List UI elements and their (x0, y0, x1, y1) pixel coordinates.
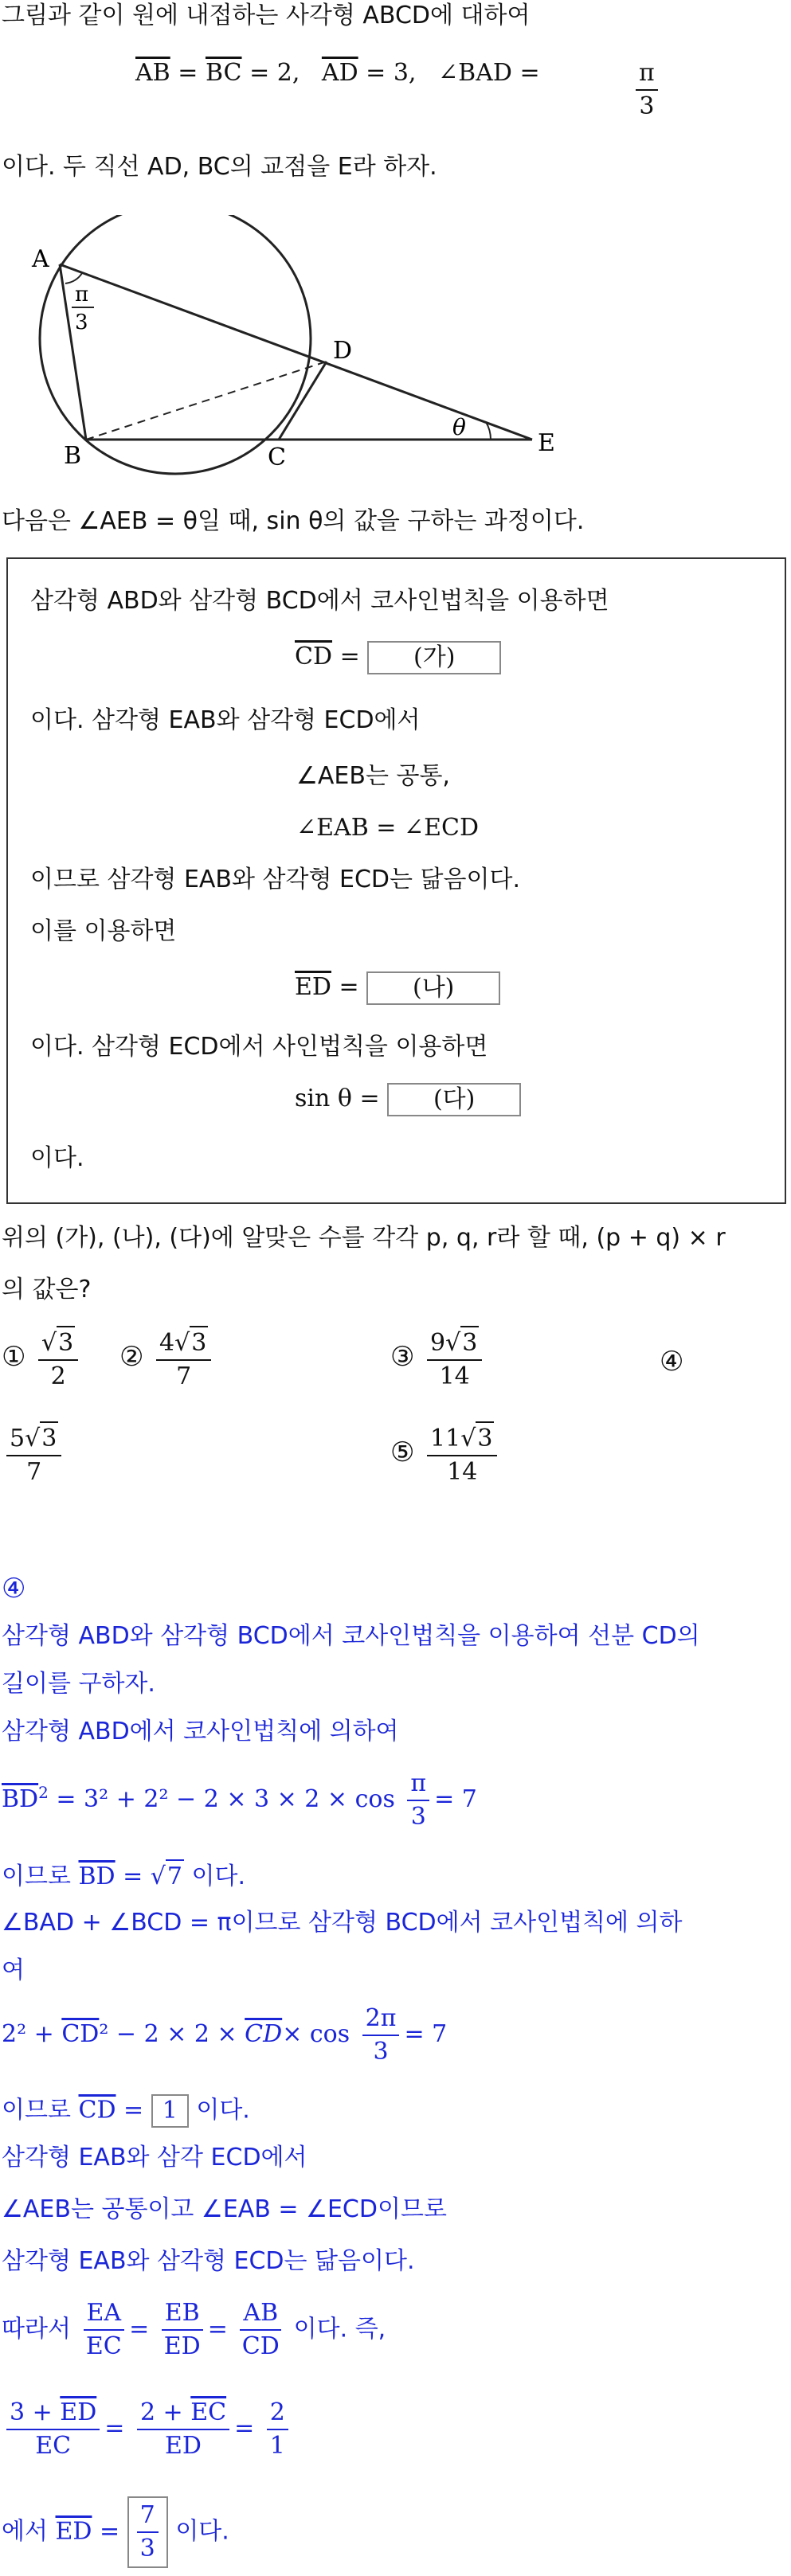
expression: = 3² + 2² − 2 × 3 × 2 × cos (48, 1785, 395, 1813)
answer-box-b (127, 2496, 168, 2568)
process-line-2 (295, 641, 501, 674)
fraction-numerator: EB (162, 2297, 203, 2331)
fraction-denominator: 3 (139, 2535, 155, 2562)
equals-sign: = (104, 2414, 125, 2442)
problem-line-4: 다음은 ∠AEB = θ일 때, sin θ의 값을 구하는 과정이다. (2, 507, 585, 535)
label-c: C (268, 444, 286, 471)
exponent: 2 (38, 1783, 49, 1802)
numerator-term: 3 + (10, 2398, 61, 2426)
fraction-denominator: ED (165, 2432, 202, 2460)
angle-a-numerator: π (75, 283, 89, 307)
solution-line-3: 삼각형 ABD에서 코사인법칙에 의하여 (2, 1718, 399, 1745)
equals-sign: = (207, 2315, 228, 2343)
solution-line-15 (2, 2496, 229, 2568)
blank-c: (다) (387, 1083, 521, 1116)
expression: 2² + (2, 2020, 62, 2048)
fraction-denominator: 1 (269, 2432, 285, 2460)
equals-sign: = (129, 2315, 150, 2343)
solution-line-11: ∠AEB는 공통이고 ∠EAB = ∠ECD이므로 (2, 2195, 447, 2223)
process-line-10 (295, 1083, 521, 1116)
choice-coef: 5 (10, 1425, 25, 1452)
problem-line-1: 그림과 같이 원에 내접하는 사각형 ABCD에 대하여 (2, 2, 531, 29)
equals-sign: = (178, 59, 198, 87)
fraction-denominator: EC (35, 2432, 72, 2460)
answer-box-a: 1 (151, 2094, 189, 2128)
label-e: E (538, 429, 555, 457)
choice-radicand: 3 (190, 1326, 208, 1359)
fraction-denominator: 3 (373, 2038, 389, 2066)
value-three: = 3, (366, 59, 417, 87)
choice-3[interactable]: ③ $\frac{9√3}{14}$ (390, 1326, 487, 1393)
choice-coef: 11 (430, 1425, 461, 1452)
solution-line-14 (2, 2397, 293, 2462)
choice-5[interactable]: ⑤ $\frac{11√3}{14}$ (390, 1421, 502, 1488)
choice-4[interactable]: $\frac{5√3}{7}$ (2, 1421, 66, 1488)
text: 이므로 (2, 2096, 79, 2125)
text: 이다. (184, 1863, 246, 1890)
process-line-7: 이를 이용하면 (30, 917, 177, 945)
fraction-numerator: 2 (267, 2397, 288, 2430)
segment-cd: $\overline{CD}$ (295, 643, 333, 670)
equals-root: = √ (115, 1863, 166, 1890)
solution-line-10: 삼각형 EAB와 삼각 ECD에서 (2, 2144, 307, 2171)
choice-denominator: 2 (50, 1362, 66, 1390)
solution-line-5 (2, 1859, 245, 1893)
choice-mark: ③ (390, 1341, 415, 1373)
angle-a-denominator: 3 (75, 311, 88, 334)
cos: × cos (282, 2020, 350, 2048)
blank-b: (나) (366, 971, 500, 1005)
text: 따라서 (2, 2315, 71, 2343)
choice-coef: 4 (159, 1329, 175, 1357)
angle-fraction (636, 57, 658, 123)
choice-mark: ④ (660, 1346, 684, 1378)
choice-denominator: 7 (26, 1458, 42, 1486)
text: 이므로 (2, 1863, 79, 1890)
problem-conditions (135, 57, 540, 89)
text: 이다. (188, 2096, 250, 2125)
text: 이다. (175, 2517, 229, 2546)
process-line-6: 이므로 삼각형 EAB와 삼각형 ECD는 닮음이다. (30, 866, 520, 893)
answer-mark: ④ (2, 1573, 26, 1605)
solution-line-6: ∠BAD + ∠BCD = π이므로 삼각형 BCD에서 코사인법칙에 의하 (2, 1909, 683, 1937)
segment-ed: $\overline{ED}$ (55, 2517, 92, 2546)
choice-denominator: 14 (447, 1458, 478, 1486)
label-a: A (32, 245, 49, 273)
solution-line-12: 삼각형 EAB와 삼각형 ECD는 닮음이다. (2, 2247, 415, 2275)
choice-coef: 9 (430, 1329, 446, 1357)
equals-sign: = (234, 2414, 255, 2442)
segment-bc: $\overline{BC}$ (205, 59, 242, 87)
solution-line-9 (2, 2094, 250, 2128)
process-line-4: ∠AEB는 공통, (296, 762, 450, 790)
segment-cd: $\overline{CD}$ (78, 2096, 116, 2125)
radicand: 7 (166, 1859, 184, 1893)
expression: ² − 2 × 2 × (99, 2020, 245, 2048)
fraction-denominator: ED (163, 2332, 201, 2360)
segment-cd: $\overline{CD}$ (245, 2020, 283, 2048)
choice-4-mark[interactable] (660, 1346, 683, 1379)
solution-line-2: 길이를 구하자. (2, 1670, 155, 1698)
fraction-numerator: π (636, 57, 658, 91)
choice-denominator: 7 (176, 1362, 192, 1390)
angle-theta: θ (452, 414, 466, 440)
choice-mark: ① (2, 1341, 26, 1373)
segment-bd: $\overline{BD}$ (78, 1863, 116, 1890)
equals-sign: = (339, 643, 360, 670)
result: = 7 (434, 1785, 477, 1813)
text: 에서 (2, 2517, 56, 2546)
choice-2[interactable]: ② $\frac{4√3}{7}$ (119, 1326, 216, 1393)
choice-mark: ② (119, 1341, 144, 1373)
segment-ed: $\overline{ED}$ (60, 2398, 97, 2426)
choice-radicand: 3 (57, 1326, 75, 1359)
segment-ed: $\overline{ED}$ (295, 973, 331, 1001)
segment-ec: $\overline{EC}$ (190, 2398, 227, 2426)
process-line-3: 이다. 삼각형 EAB와 삼각형 ECD에서 (30, 706, 421, 734)
text: 이다. 즉, (293, 2315, 386, 2343)
process-line-5: ∠EAB = ∠ECD (296, 814, 479, 842)
process-line-9: 이다. 삼각형 ECD에서 사인법칙을 이용하면 (30, 1033, 488, 1061)
blank-a: (가) (367, 641, 501, 674)
equals-sign: = (116, 2096, 151, 2125)
segment-ad: $\overline{AD}$ (321, 59, 358, 87)
fraction-denominator: CD (241, 2332, 280, 2360)
numerator-term: 2 + (139, 2398, 191, 2426)
choice-radicand: 3 (476, 1421, 494, 1455)
geometry-figure (16, 215, 574, 478)
solution-line-13 (2, 2297, 386, 2363)
solution-line-1: 삼각형 ABD와 삼각형 BCD에서 코사인법칙을 이용하여 선분 CD의 (2, 1622, 700, 1650)
segment-ab: $\overline{AB}$ (135, 59, 170, 87)
choice-radicand: 3 (460, 1326, 479, 1359)
solution-line-8 (2, 2003, 447, 2068)
fraction-numerator: 2π (362, 2003, 400, 2036)
process-line-1: 삼각형 ABD와 삼각형 BCD에서 코사인법칙을 이용하면 (30, 587, 609, 615)
equals-sign: = (92, 2517, 127, 2546)
fraction-denominator: EC (85, 2332, 122, 2360)
result: = 7 (404, 2020, 448, 2048)
fraction-numerator: 7 (137, 2500, 159, 2533)
process-line-8 (295, 971, 500, 1005)
solution-answer (2, 1573, 25, 1606)
label-d: D (333, 337, 353, 365)
fraction-denominator: 3 (639, 92, 655, 120)
process-line-11: 이다. (30, 1144, 84, 1172)
sin-theta: sin θ = (295, 1085, 380, 1112)
choice-denominator: 14 (439, 1362, 470, 1390)
fraction-numerator: π (407, 1768, 429, 1801)
problem-line-3: 이다. 두 직선 AD, BC의 교점을 E라 하자. (2, 153, 437, 181)
label-b: B (64, 442, 82, 470)
choice-radicand: 3 (40, 1421, 58, 1455)
segment-bd: $\overline{BD}$ (2, 1785, 39, 1813)
segment-cd: $\overline{CD}$ (61, 2020, 100, 2048)
question-line-2: 의 값은? (2, 1276, 92, 1304)
equals-sign: = (339, 973, 359, 1001)
choice-mark: ⑤ (390, 1437, 415, 1468)
choice-1[interactable]: ① $\frac{√3}{2}$ (2, 1326, 83, 1393)
question-line-1: 위의 (가), (나), (다)에 알맞은 수를 각각 p, q, r라 할 때, (p + q) × r (2, 1224, 726, 1252)
fraction-denominator: 3 (410, 1803, 426, 1831)
angle-bad: ∠BAD = (438, 59, 540, 87)
solution-line-4 (2, 1768, 477, 1833)
solution-line-7: 여 (2, 1956, 25, 1984)
fraction-numerator: EA (84, 2297, 125, 2331)
value-two: = 2, (249, 59, 300, 87)
fraction-numerator: AB (240, 2297, 281, 2331)
